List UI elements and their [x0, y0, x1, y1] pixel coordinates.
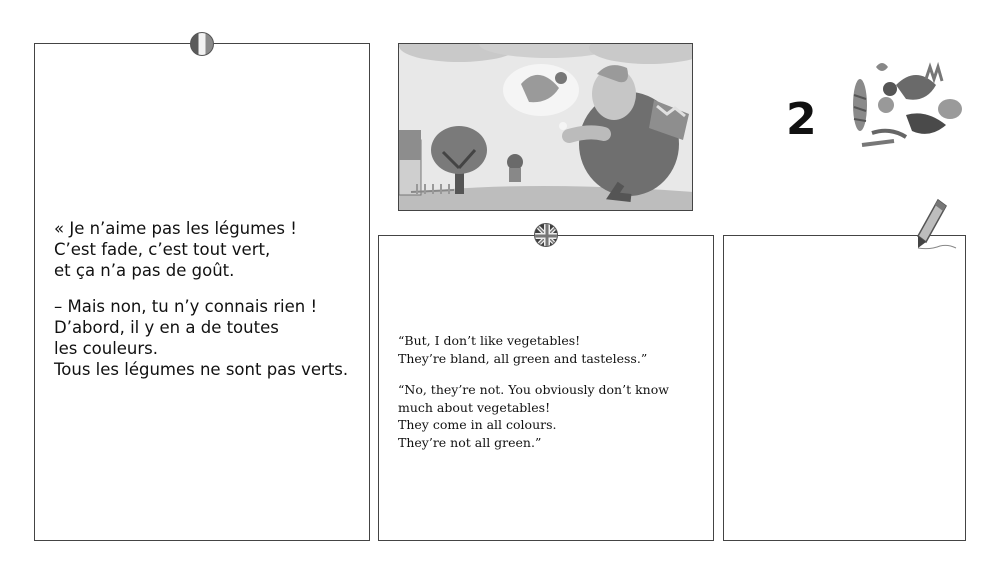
french-line-1: « Je n’aime pas les légumes ! — [54, 219, 297, 238]
french-flag-icon — [190, 32, 214, 56]
english-line-1: “But, I don’t like vegetables! — [398, 333, 581, 348]
illustration-svg — [399, 44, 693, 211]
english-line-6: They’re not all green.” — [398, 434, 542, 450]
writing-panel[interactable] — [723, 235, 966, 541]
vegetables-icon — [846, 55, 966, 155]
english-line-2: They’re bland, all green and tasteless.” — [398, 350, 648, 366]
uk-flag-icon — [534, 223, 558, 247]
english-line-3: “No, they’re not. You obviously don’t know — [398, 382, 669, 397]
french-line-2: C’est fade, c’est tout vert, — [54, 240, 271, 259]
french-line-4: – Mais non, tu n’y connais rien ! — [54, 297, 318, 316]
english-line-4: much about vegetables! — [398, 399, 551, 415]
french-line-6: les couleurs. — [54, 339, 159, 358]
french-line-5: D’abord, il y en a de toutes — [54, 318, 279, 337]
pencil-icon — [912, 198, 958, 256]
french-line-7: Tous les légumes ne sont pas verts. — [54, 360, 349, 379]
story-illustration — [398, 43, 693, 211]
french-line-3: et ça n’a pas de goût. — [54, 261, 235, 280]
french-text-panel — [34, 43, 370, 541]
page-number: 2 — [786, 94, 817, 145]
english-line-5: They come in all colours. — [398, 417, 557, 432]
